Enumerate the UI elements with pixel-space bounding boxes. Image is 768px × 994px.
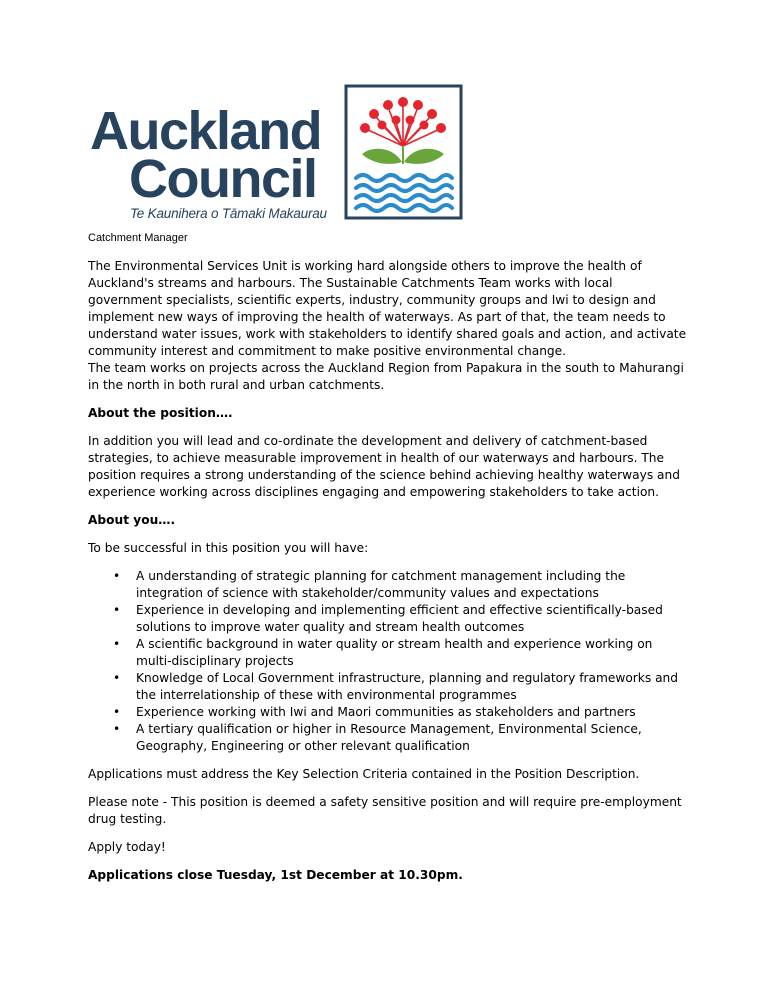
bullet-icon: • (113, 705, 121, 719)
list-item-text: A tertiary qualification or higher in Resource Management, Environmental Science, Geography, Engineering or other relevant qualification (136, 722, 642, 753)
closing-date: Applications close Tuesday, 1st December at 10.30pm. (88, 868, 463, 882)
logo-word-auckland: Auckland (90, 101, 322, 161)
pohutukawa-flower-icon (344, 84, 463, 220)
list-item-text: A understanding of strategic planning for catchment management including the integration of science with stakeholder/community values and expectations (136, 569, 626, 600)
apply-call: Apply today! (88, 840, 166, 854)
list-item-text: A scientific background in water quality or stream health and experience working on multi-disciplinary projects (136, 637, 653, 668)
bullet-icon: • (113, 603, 121, 617)
list-item (113, 636, 688, 670)
job-title: Catchment Manager (88, 232, 188, 244)
bullet-icon: • (113, 722, 121, 736)
about-you-lead: To be successful in this position you will have: (88, 541, 369, 555)
list-item-text: Experience working with Iwi and Maori communities as stakeholders and partners (136, 705, 636, 719)
auckland-council-logo (90, 84, 470, 224)
logo-subtitle: Te Kaunihera o Tāmaki Makaurau (130, 206, 327, 221)
job-description (88, 258, 688, 895)
position-paragraph: In addition you will lead and co-ordinate the development and delivery of catchment-based strategies, to achieve measurable improvement in health of our waterways and harbours. The position requires a strong understanding of the science behind achieving healthy waterways and experience working across disciplines engaging and empowering stakeholders to take action. (88, 434, 680, 499)
list-item-text: Experience in developing and implementing efficient and effective scientifically-based solutions to improve water quality and stream health outcomes (136, 603, 663, 634)
bullet-icon: • (113, 569, 121, 583)
safety-note: Please note - This position is deemed a safety sensitive position and will require pre-employment drug testing. (88, 795, 682, 826)
intro-paragraph-1: The Environmental Services Unit is working hard alongside others to improve the health of Auckland's streams and harbours. The Sustainable Catchments Team works with local government specialists, scientific experts, industry, community groups and Iwi to design and implement new ways of improving the health of waterways. As part of that, the team needs to understand water issues, work with stakeholders to identify shared goals and action, and activate community interest and commitment to make positive environmental change. (88, 259, 687, 358)
list-item (113, 602, 688, 636)
bullet-icon: • (113, 671, 121, 685)
intro-paragraph-2: The team works on projects across the Auckland Region from Papakura in the south to Mahurangi in the north in both rural and urban catchments. (88, 361, 684, 392)
list-item (113, 670, 688, 704)
list-item (113, 704, 688, 721)
position-heading: About the position…. (88, 406, 233, 420)
about-you-heading: About you…. (88, 513, 176, 527)
requirements-list (88, 568, 688, 755)
list-item (113, 568, 688, 602)
logo-word-council: Council (129, 149, 317, 209)
list-item-text: Knowledge of Local Government infrastructure, planning and regulatory frameworks and the interrelationship of these with environmental programmes (136, 671, 679, 702)
selection-criteria: Applications must address the Key Selection Criteria contained in the Position Description. (88, 767, 640, 781)
list-item (113, 721, 688, 755)
bullet-icon: • (113, 637, 121, 651)
